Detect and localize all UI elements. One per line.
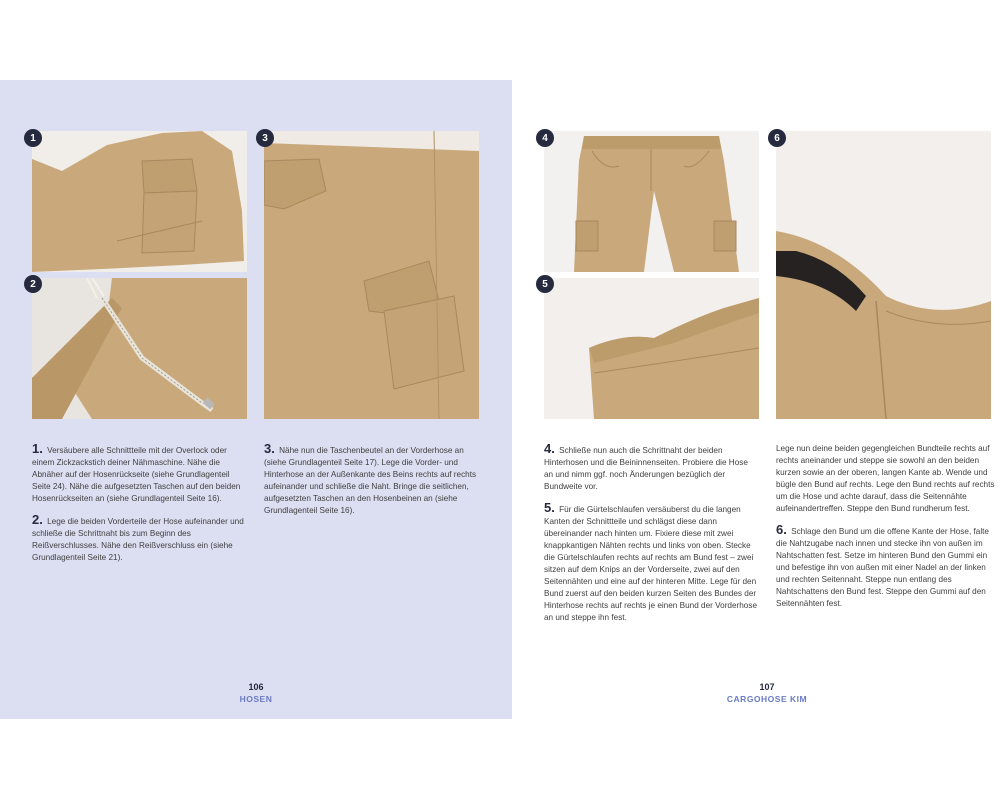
step-badge: 5 bbox=[536, 275, 554, 293]
chapter-title: CARGOHOSE KIM bbox=[726, 694, 808, 704]
step-text: Nähe nun die Taschenbeutel an der Vorderhose an (siehe Grundlagenteil Seite 17). Lege die Vorder- und Hinterhose an der Außenkante des Beins rechts auf rechts aufeinander und schließe die Naht. Bringe die seitlichen, aufgesetzten Taschen an den Hosenbeinen an (siehe Grundlagenteil Seite 16). bbox=[264, 446, 477, 515]
right-page-footer bbox=[712, 681, 822, 705]
step-text: Schließe nun auch die Schrittnaht der beiden Hinterhosen und die Beininnenseiten. Probiere die Hose an und nimm ggf. noch Änderungen bezüglich der Bundweite vor. bbox=[544, 446, 748, 491]
step-3-photo bbox=[264, 131, 479, 419]
chapter-title: HOSEN bbox=[239, 694, 273, 704]
step-3-paragraph bbox=[264, 443, 479, 517]
page-number: 107 bbox=[759, 682, 775, 692]
step-1-photo bbox=[32, 131, 247, 272]
left-page-footer bbox=[206, 681, 306, 705]
left-page bbox=[0, 80, 512, 719]
step-number: 2. bbox=[32, 512, 43, 527]
page-number: 106 bbox=[248, 682, 264, 692]
step-text: Für die Gürtelschlaufen versäuberst du die langen Kanten der Schnittteile und schlägst diese dann übereinander nach hinten um. Fixiere diese mit zwei knappkantigen Nähten rechts und links von oben. Stecke die Gürtelschlaufen rechts auf rechts am Bund fest – zwei sitzen auf dem Knips an der Vorderseite, zwei auf den Seitennähten und eine auf der hinteren Mitte. Lege für den Bund zuerst auf den beiden kurzen Seiten des Bundes der Hinterhose rechts auf rechts je einen Bund der Vorderhose an und steppe ihn fest. bbox=[544, 505, 758, 622]
step-6-photo bbox=[776, 131, 991, 419]
step-text: Schlage den Bund um die offene Kante der Hose, falte die Nahtzugabe nach innen und stecke ihn von außen im Nahtschatten fest. Setze im hinteren Bund den Gummi ein und befestige ihn von außen mit einer Nadel an der linken und rechten Seitennaht. Steppe nun entlang des Nahtschattens den Bund fest. Steppe den Gummi auf den Seitennähten fest. bbox=[776, 527, 989, 608]
bundteile-paragraph: Lege nun deine beiden gegengleichen Bundteile rechts auf rechts aneinander und steppe sie sowohl an den beiden kurzen sowie an der oberen, langen Kante ab. Wende und bügle den Bund auf rechts. Lege den Bund rechts auf rechts um die Hose und achte darauf, dass die Seitennähte aufeinandertreffen. Steppe den Bund rundherum fest. bbox=[776, 444, 995, 513]
right-page bbox=[512, 80, 1000, 719]
right-column-text bbox=[544, 443, 759, 633]
step-number: 1. bbox=[32, 441, 43, 456]
step-number: 6. bbox=[776, 522, 787, 537]
step-badge: 3 bbox=[256, 129, 274, 147]
step-2-paragraph bbox=[32, 514, 247, 564]
right-column-2-text bbox=[776, 443, 998, 619]
step-4-photo bbox=[544, 131, 759, 272]
step-5-paragraph bbox=[544, 502, 759, 624]
step-5-photo bbox=[544, 278, 759, 419]
left-column-2-text bbox=[264, 443, 479, 526]
step-number: 5. bbox=[544, 500, 555, 515]
step-badge: 6 bbox=[768, 129, 786, 147]
step-number: 4. bbox=[544, 441, 555, 456]
step-badge: 4 bbox=[536, 129, 554, 147]
step-2-photo bbox=[32, 278, 247, 419]
step-text: Versäubere alle Schnittteile mit der Overlock oder einem Zickzackstich deiner Nähmaschine. Nähe die Abnäher auf der Hosenrückseite (siehe Grundlagenteil Seite 24). Nähe die aufgesetzten Taschen auf den beiden Hosenrückseiten an (siehe Grundlagenteil Seite 16). bbox=[32, 446, 241, 503]
step-6-paragraph bbox=[776, 524, 998, 610]
step-number: 3. bbox=[264, 441, 275, 456]
step-badge: 2 bbox=[24, 275, 42, 293]
step-1-paragraph bbox=[32, 443, 247, 505]
step-badge: 1 bbox=[24, 129, 42, 147]
step-text: Lege die beiden Vorderteile der Hose aufeinander und schließe die Schrittnaht bis zum Beginn des Reißverschlusses. Nähe den Reißverschluss ein (siehe Grundlagenteil Seite 21). bbox=[32, 517, 244, 562]
step-4-paragraph bbox=[544, 443, 759, 493]
left-column-text bbox=[32, 443, 247, 573]
